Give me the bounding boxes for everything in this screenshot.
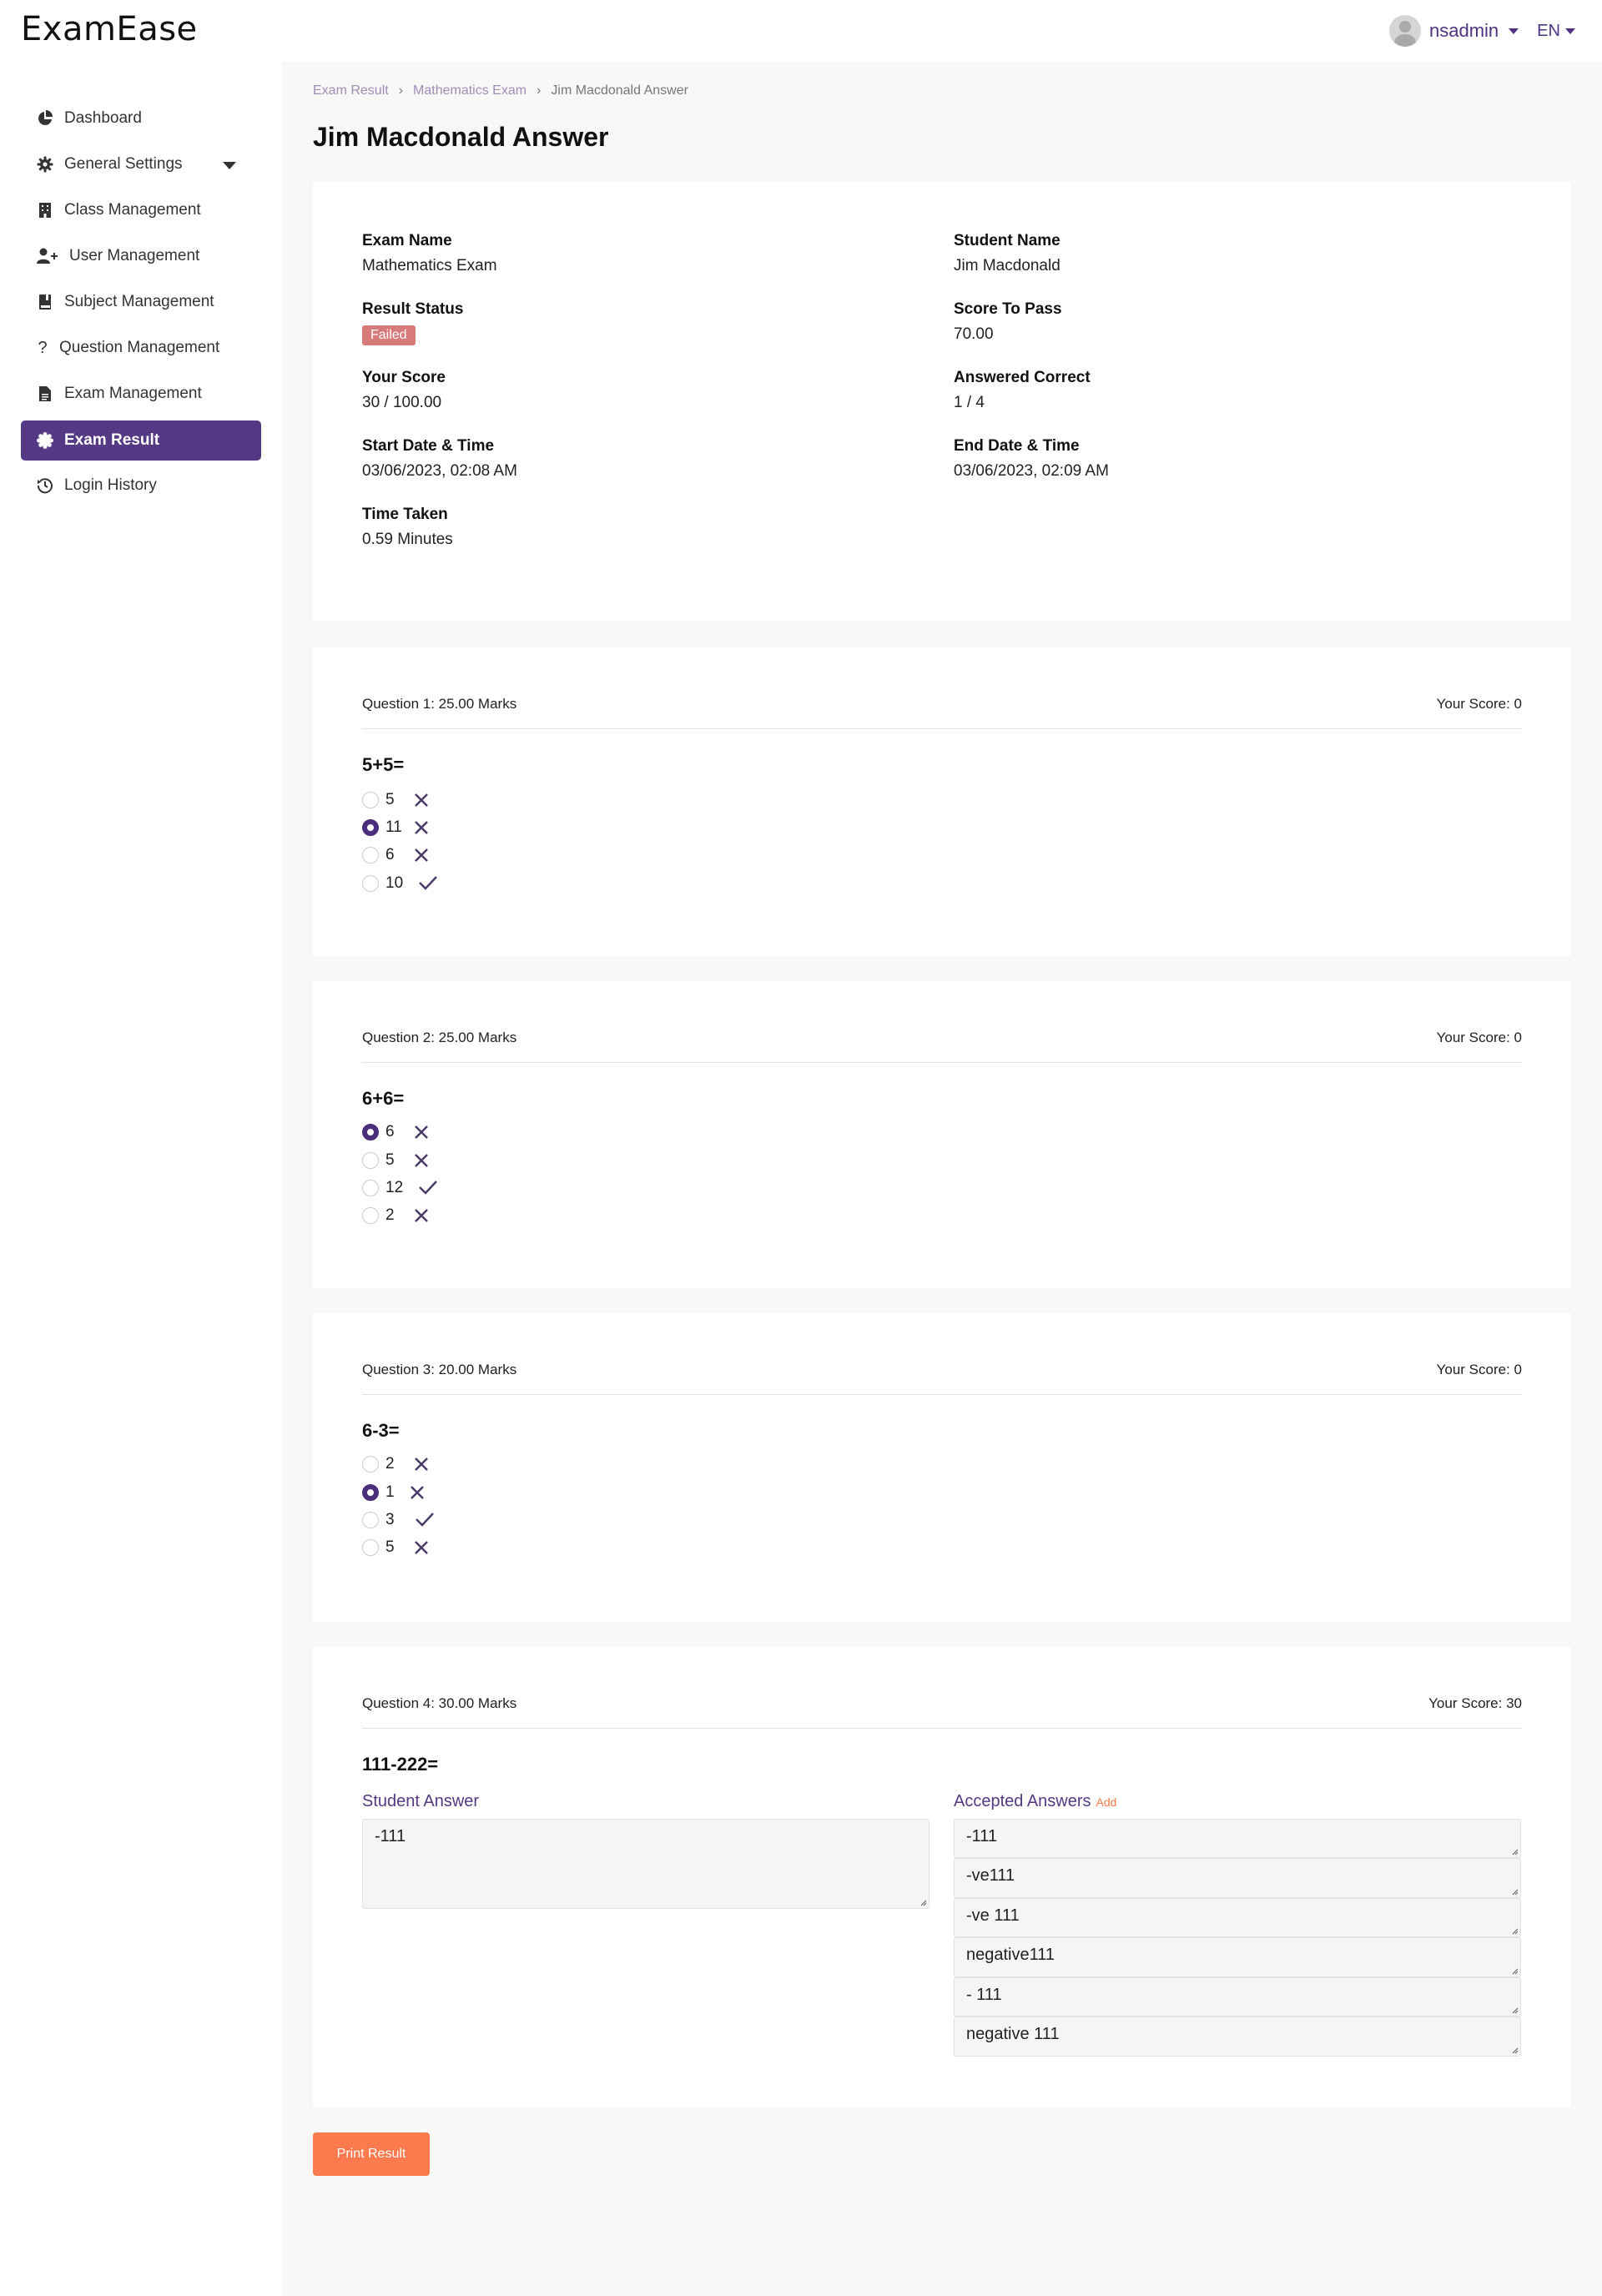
- answer-option[interactable]: [362, 1480, 395, 1505]
- sidebar-item-subject-management[interactable]: [21, 282, 261, 322]
- radio-button[interactable]: [362, 1456, 379, 1473]
- question-header: [362, 696, 1522, 729]
- answer-option[interactable]: [362, 1120, 395, 1145]
- radio-button[interactable]: [362, 1124, 379, 1140]
- chevron-down-icon[interactable]: [1565, 28, 1575, 34]
- question-card-4: [313, 1647, 1571, 2107]
- answer-option[interactable]: [362, 1452, 395, 1477]
- accepted-answer-value: -ve111: [966, 1866, 1015, 1885]
- building-icon: [36, 201, 54, 219]
- sidebar-item-label: Question Management: [59, 339, 220, 356]
- history-icon: [36, 476, 54, 495]
- your-score-value: 30 / 100.00: [362, 394, 442, 411]
- radio-button[interactable]: [362, 875, 379, 892]
- exam-name-value: Mathematics Exam: [362, 257, 497, 274]
- breadcrumb: [313, 83, 688, 98]
- student-name-value: Jim Macdonald: [954, 257, 1060, 274]
- incorrect-icon: [414, 1540, 429, 1555]
- app-logo[interactable]: ExamEase: [21, 10, 198, 48]
- answer-option[interactable]: [362, 1148, 395, 1173]
- radio-button[interactable]: [362, 847, 379, 864]
- sidebar-item-label: Exam Result: [64, 431, 160, 449]
- status-badge: Failed: [362, 325, 416, 345]
- question-marks: Question 4: 30.00 Marks: [362, 1695, 517, 1711]
- answer-option[interactable]: [362, 1203, 395, 1228]
- top-bar: [0, 0, 1602, 62]
- accepted-answer-value: - 111: [966, 1986, 1002, 2004]
- option-label: 5: [385, 1538, 395, 1556]
- incorrect-icon: [414, 848, 429, 863]
- exam-name-label: Exam Name: [362, 232, 452, 249]
- question-card-3: [313, 1313, 1571, 1622]
- sidebar-item-label: Dashboard: [64, 109, 142, 127]
- answer-option[interactable]: [362, 1535, 395, 1560]
- question-card-1: [313, 647, 1571, 956]
- accepted-answer-field[interactable]: [954, 1977, 1521, 2017]
- resize-handle-icon[interactable]: [1510, 1966, 1519, 1975]
- sidebar: [0, 62, 282, 2296]
- question-header: [362, 1362, 1522, 1395]
- radio-button[interactable]: [362, 1539, 379, 1556]
- score-to-pass-label: Score To Pass: [954, 300, 1062, 318]
- option-label: 1: [385, 1483, 395, 1501]
- question-icon: ?: [38, 338, 48, 357]
- book-icon: [36, 293, 54, 311]
- question-header: [362, 1030, 1522, 1063]
- student-answer-field[interactable]: [362, 1819, 929, 1909]
- end-datetime-value: 03/06/2023, 02:09 AM: [954, 462, 1109, 480]
- accepted-answer-value: negative 111: [966, 2025, 1060, 2043]
- accepted-answers-label: [954, 1792, 1116, 1811]
- score-to-pass-value: 70.00: [954, 325, 994, 343]
- question-score: Your Score: 0: [1436, 696, 1522, 712]
- question-text: 5+5=: [362, 754, 405, 775]
- incorrect-icon: [410, 1485, 425, 1500]
- radio-button[interactable]: [362, 1152, 379, 1169]
- sidebar-item-label: General Settings: [64, 155, 183, 173]
- option-label: 5: [385, 791, 395, 808]
- accepted-answer-field[interactable]: [954, 1898, 1521, 1937]
- chevron-right-icon: ›: [537, 83, 542, 98]
- page-title: Jim Macdonald Answer: [313, 122, 609, 152]
- gear-icon: [36, 155, 54, 174]
- student-answer-label: Student Answer: [362, 1792, 480, 1810]
- username[interactable]: nsadmin: [1429, 20, 1499, 41]
- question-text: 6+6=: [362, 1088, 405, 1109]
- language-label[interactable]: EN: [1537, 21, 1560, 40]
- sidebar-item-label: Subject Management: [64, 293, 214, 310]
- sidebar-item-general-settings[interactable]: [21, 144, 261, 184]
- incorrect-icon: [414, 1457, 429, 1472]
- accepted-answer-field[interactable]: [954, 1819, 1521, 1858]
- resize-handle-icon[interactable]: [1510, 2046, 1519, 2054]
- question-score: Your Score: 0: [1436, 1362, 1522, 1377]
- certificate-icon: [36, 431, 54, 450]
- sidebar-item-label: Exam Management: [64, 385, 202, 402]
- answer-option[interactable]: [362, 1176, 403, 1201]
- accepted-answer-field[interactable]: [954, 1858, 1521, 1898]
- sidebar-item-label: Class Management: [64, 201, 201, 219]
- radio-button[interactable]: [362, 1512, 379, 1528]
- question-score: Your Score: 30: [1428, 1695, 1522, 1711]
- accepted-answer-value: -111: [966, 1827, 998, 1845]
- answer-option[interactable]: [362, 1508, 395, 1533]
- print-result-button[interactable]: Print Result: [313, 2132, 430, 2176]
- your-score-label: Your Score: [362, 369, 446, 386]
- radio-button[interactable]: [362, 1484, 379, 1501]
- sidebar-item-label: User Management: [69, 247, 200, 264]
- incorrect-icon: [414, 820, 429, 835]
- start-datetime-label: Start Date & Time: [362, 437, 495, 455]
- student-name-label: Student Name: [954, 232, 1060, 249]
- radio-button[interactable]: [362, 792, 379, 808]
- accepted-answers-title: Accepted Answers: [954, 1792, 1091, 1810]
- answered-correct-value: 1 / 4: [954, 394, 985, 411]
- sidebar-item-login-history[interactable]: [21, 466, 261, 506]
- sidebar-item-class-management[interactable]: [21, 190, 261, 230]
- option-label: 11: [385, 818, 402, 836]
- question-marks: Question 3: 20.00 Marks: [362, 1362, 517, 1377]
- radio-button[interactable]: [362, 1207, 379, 1224]
- option-label: 5: [385, 1151, 395, 1169]
- incorrect-icon: [414, 793, 429, 808]
- resize-handle-icon[interactable]: [1510, 1887, 1519, 1896]
- start-datetime-value: 03/06/2023, 02:08 AM: [362, 462, 517, 480]
- answer-option[interactable]: [362, 871, 403, 896]
- main-content: [282, 62, 1602, 2296]
- student-answer-value: -111: [375, 1827, 406, 1845]
- file-icon: [36, 385, 54, 403]
- sidebar-item-exam-management[interactable]: [21, 374, 261, 414]
- question-marks: Question 2: 25.00 Marks: [362, 1030, 517, 1045]
- answer-option[interactable]: [362, 843, 395, 868]
- option-label: 2: [385, 1206, 395, 1224]
- user-menu[interactable]: [1389, 15, 1575, 47]
- result-status-label: Result Status: [362, 300, 464, 318]
- user-plus-icon: [36, 247, 59, 265]
- question-marks: Question 1: 25.00 Marks: [362, 696, 517, 712]
- answer-option[interactable]: [362, 815, 402, 840]
- pie-chart-icon: [36, 109, 54, 128]
- accepted-answer-field[interactable]: [954, 2017, 1521, 2057]
- option-label: 6: [385, 1123, 395, 1140]
- resize-handle-icon[interactable]: [1510, 1847, 1519, 1855]
- breadcrumb-exam-result[interactable]: Exam Result: [313, 83, 389, 98]
- incorrect-icon: [414, 1153, 429, 1168]
- accepted-answer-value: -ve 111: [966, 1906, 1020, 1925]
- add-answer-link[interactable]: Add: [1096, 1795, 1117, 1809]
- question-score: Your Score: 0: [1436, 1030, 1522, 1045]
- question-text: 111-222=: [362, 1754, 439, 1775]
- option-label: 6: [385, 846, 395, 864]
- option-label: 12: [385, 1179, 404, 1196]
- exam-summary-card: [313, 182, 1571, 621]
- sidebar-item-question-management[interactable]: [21, 328, 261, 368]
- question-text: 6-3=: [362, 1420, 400, 1441]
- resize-handle-icon[interactable]: [1510, 2006, 1519, 2014]
- incorrect-icon: [414, 1125, 429, 1140]
- resize-handle-icon[interactable]: [1510, 1926, 1519, 1935]
- option-label: 10: [385, 874, 404, 892]
- correct-icon: [418, 1179, 438, 1196]
- sidebar-item-exam-result[interactable]: [21, 420, 261, 461]
- breadcrumb-current: Jim Macdonald Answer: [551, 83, 688, 98]
- sidebar-item-label: Login History: [64, 476, 157, 494]
- time-taken-label: Time Taken: [362, 506, 448, 523]
- breadcrumb-mathematics-exam[interactable]: Mathematics Exam: [413, 83, 527, 98]
- option-label: 3: [385, 1511, 395, 1528]
- chevron-down-icon[interactable]: [1509, 28, 1519, 34]
- correct-icon: [415, 1511, 435, 1528]
- accepted-answer-value: negative111: [966, 1946, 1055, 1964]
- correct-icon: [418, 874, 438, 891]
- radio-button[interactable]: [362, 1180, 379, 1196]
- option-label: 2: [385, 1455, 395, 1473]
- question-header: [362, 1695, 1522, 1729]
- incorrect-icon: [414, 1208, 429, 1223]
- avatar[interactable]: [1389, 15, 1421, 47]
- sidebar-item-user-management[interactable]: [21, 236, 261, 276]
- time-taken-value: 0.59 Minutes: [362, 531, 453, 548]
- question-card-2: [313, 981, 1571, 1288]
- answer-option[interactable]: [362, 788, 395, 813]
- chevron-down-icon[interactable]: [223, 162, 236, 169]
- radio-button[interactable]: [362, 819, 379, 836]
- answered-correct-label: Answered Correct: [954, 369, 1091, 386]
- chevron-right-icon: ›: [398, 83, 404, 98]
- resize-handle-icon[interactable]: [919, 1898, 927, 1906]
- accepted-answer-field[interactable]: [954, 1937, 1521, 1977]
- sidebar-item-dashboard[interactable]: [21, 98, 261, 138]
- end-datetime-label: End Date & Time: [954, 437, 1080, 455]
- language-selector[interactable]: [1537, 22, 1575, 41]
